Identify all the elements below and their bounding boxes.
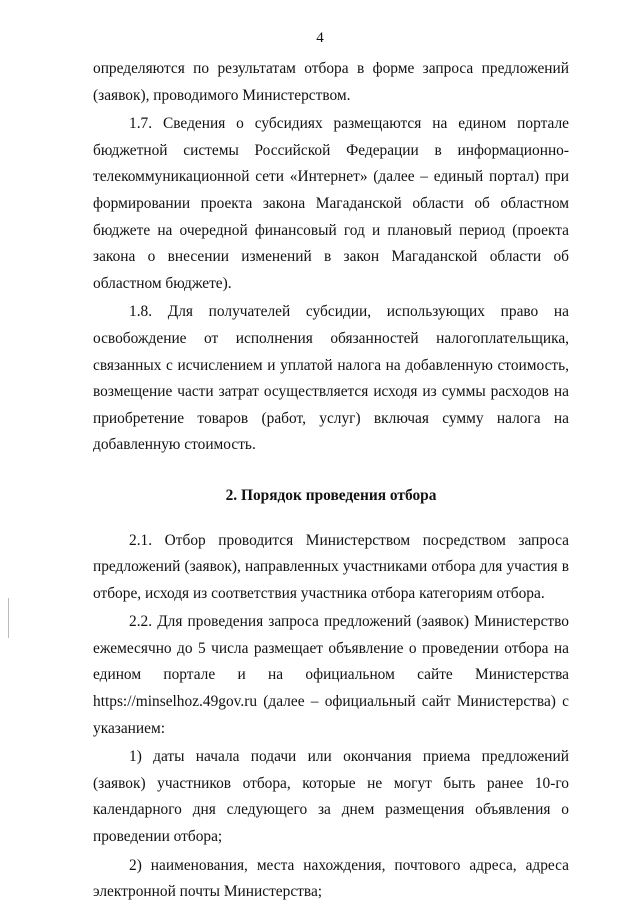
paragraph-continuation: определяются по результатам отбора в форме запроса предложений (заявок), проводимого Министерством. <box>93 60 569 104</box>
list-item-1: 1) даты начала подачи или окончания приема предложений (заявок) участников отбора, которые не могут быть ранее 10-го календарного дня следующего за днем размещения объявления о проведении отбора; <box>93 748 569 846</box>
paragraph-1-8: 1.8. Для получателей субсидии, использующих право на освобождение от исполнения обязанностей налогоплательщика, связанных с исчислением и уплатой налога на добавленную стоимость, возмещение части затрат осуществляется исходя из суммы расходов на приобретение товаров (работ, услуг) включая сумму налога на добавленную стоимость. <box>93 303 569 454</box>
section-heading: 2. Порядок проведения отбора <box>225 486 437 504</box>
paragraph-1-7: 1.7. Сведения о субсидиях размещаются на едином портале бюджетной системы Российской Федерации в информационно-телекоммуникационной сети «Интернет» (далее – единый портал) при формировании проекта закона Магаданской области об областном бюджете на очередной финансовый год и плановый период (проекта закона о внесении изменений в закон Магаданской области об областном бюджете). <box>93 115 569 292</box>
list-item-2: 2) наименования, места нахождения, почтового адреса, адреса электронной почты Министерства; <box>93 856 569 901</box>
page-number: 4 <box>316 30 324 46</box>
document-body <box>93 56 569 908</box>
paragraph-2-2: 2.2. Для проведения запроса предложений (заявок) Министерство ежемесячно до 5 числа размещает объявление о проведении отбора на едином портале и на официальном сайте Министерства https://minselhoz.49gov.ru (далее – официальный сайт Министерства) с указанием: <box>93 613 569 737</box>
scan-edge-mark <box>8 598 9 638</box>
paragraph-2-1: 2.1. Отбор проводится Министерством посредством запроса предложений (заявок), направленных участниками отбора для участия в отборе, исходя из соответствия участника отбора категориям отбора. <box>93 531 569 602</box>
